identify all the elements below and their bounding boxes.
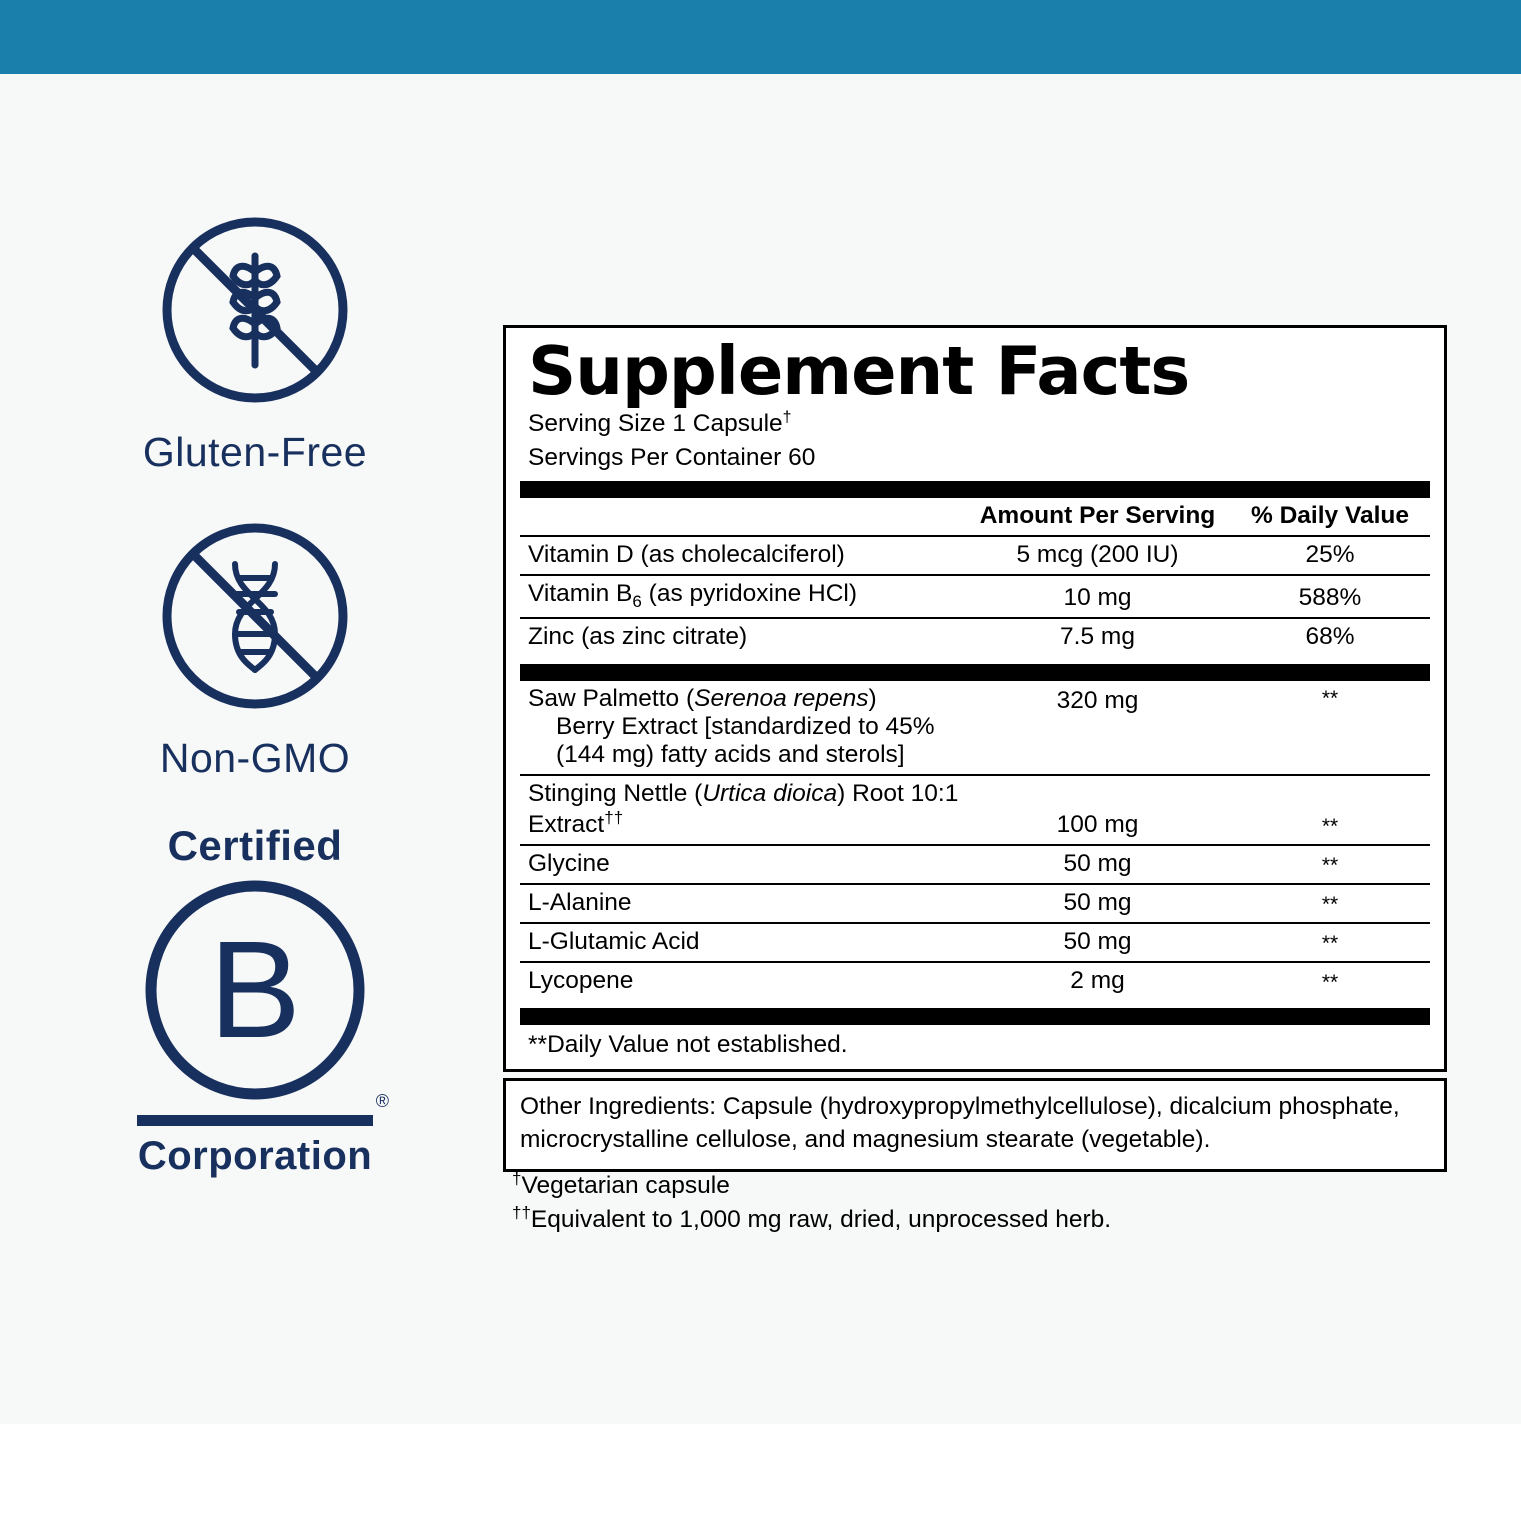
nutrient-name: Zinc (as zinc citrate) xyxy=(528,623,748,651)
supplement-facts-title: Supplement Facts xyxy=(528,332,1190,410)
table-row xyxy=(520,681,1430,775)
badge-label-non-gmo: Non-GMO xyxy=(159,735,351,781)
svg-text:B: B xyxy=(208,913,302,1067)
bottom-white-strip xyxy=(0,1424,1521,1521)
nutrient-name: Vitamin D (as cholecalciferol) xyxy=(520,536,965,575)
table-row xyxy=(520,962,1430,1000)
supplement-facts-blend-table xyxy=(520,681,1430,1000)
nutrient-daily-value: 68% xyxy=(1305,623,1355,651)
other-ingredients-box: Other Ingredients: Capsule (hydroxypropylmethylcellulose), dicalcium phosphate, microcrystalline cellulose, and magnesium stearate (vegetable). xyxy=(503,1078,1447,1172)
badge-b-corp xyxy=(95,822,415,1179)
ingredient-amount: 50 mg xyxy=(965,923,1230,962)
nutrient-amount: 10 mg xyxy=(965,575,1230,618)
footnote-marker: †† xyxy=(512,1203,531,1223)
ingredient-name: Glycine xyxy=(520,845,965,884)
table-row xyxy=(520,575,1430,618)
ingredient-daily-value: ** xyxy=(1321,971,1339,995)
ingredient-daily-value: ** xyxy=(1230,923,1430,962)
ingredient-name-post: ) xyxy=(868,685,877,713)
ingredient-amount: 50 mg xyxy=(965,845,1230,884)
footnote-marker: † xyxy=(512,1169,522,1188)
supplement-facts-panel xyxy=(503,325,1447,1072)
supplement-facts-table xyxy=(520,498,1430,656)
table-row xyxy=(520,536,1430,575)
header-amount-per-serving: Amount Per Serving xyxy=(965,498,1230,536)
nutrient-amount: 5 mcg (200 IU) xyxy=(965,536,1230,575)
nutrient-name-subscript: 6 xyxy=(632,592,642,612)
ingredient-name: L-Alanine xyxy=(520,884,965,923)
table-row xyxy=(520,775,1430,845)
header-bar-top xyxy=(520,481,1430,498)
header-daily-value: % Daily Value xyxy=(1230,498,1430,536)
registered-mark: ® xyxy=(375,1091,389,1111)
ingredient-amount: 2 mg xyxy=(1070,967,1125,995)
table-row xyxy=(520,884,1430,923)
ingredient-footnote-marker: †† xyxy=(604,808,624,828)
ingredient-daily-value: ** xyxy=(1230,681,1430,775)
ingredient-name xyxy=(520,681,965,775)
footnote-item xyxy=(512,1168,1472,1202)
ingredient-latin-name: Serenoa repens xyxy=(694,685,869,713)
nutrient-name xyxy=(520,575,965,618)
table-row xyxy=(520,845,1430,884)
footnote-text: Equivalent to 1,000 mg raw, dried, unprocessed herb. xyxy=(530,1206,1112,1234)
serving-size-dagger: † xyxy=(782,409,792,427)
badge-label-gluten-free: Gluten-Free xyxy=(142,429,368,475)
ingredient-amount: 100 mg xyxy=(965,775,1230,845)
dna-crossed-out-icon xyxy=(95,516,415,721)
b-corp-divider xyxy=(137,1115,373,1126)
footnotes xyxy=(512,1168,1472,1236)
badge-gluten-free xyxy=(95,210,415,476)
ingredient-amount: 50 mg xyxy=(965,884,1230,923)
ingredient-daily-value: ** xyxy=(1230,845,1430,884)
wheat-crossed-out-icon xyxy=(95,210,415,415)
ingredient-name-pre: Stinging Nettle ( xyxy=(528,780,703,808)
ingredient-latin-name: Urtica dioica xyxy=(702,780,838,808)
badge-non-gmo xyxy=(95,516,415,782)
section-divider-bar xyxy=(520,664,1430,681)
ingredient-daily-value: ** xyxy=(1230,884,1430,923)
nutrient-daily-value: 25% xyxy=(1230,536,1430,575)
footnote-item xyxy=(512,1202,1472,1236)
certification-badges xyxy=(95,210,415,1219)
table-row xyxy=(520,923,1430,962)
top-color-bar xyxy=(0,0,1521,74)
ingredient-name: Lycopene xyxy=(528,967,634,995)
b-corp-certified-label: Certified xyxy=(167,822,343,869)
daily-value-note: **Daily Value not established. xyxy=(528,1031,848,1059)
nutrient-name-pre: Vitamin B xyxy=(528,580,633,608)
nutrient-name-post: (as pyridoxine HCl) xyxy=(641,580,857,608)
ingredient-name-post: ) Root 10:1 Extract xyxy=(528,780,959,839)
header-blank xyxy=(520,498,965,536)
ingredient-amount: 320 mg xyxy=(965,681,1230,775)
serving-size-line xyxy=(520,408,1430,440)
b-corp-corporation-label: Corporation xyxy=(137,1134,373,1178)
table-row xyxy=(520,618,1430,656)
ingredient-name-pre: Saw Palmetto ( xyxy=(528,685,695,713)
ingredient-name xyxy=(520,775,965,845)
footer-bar xyxy=(520,1008,1430,1025)
nutrient-amount: 7.5 mg xyxy=(1060,623,1135,651)
serving-size-text: Serving Size 1 Capsule xyxy=(528,410,783,438)
ingredient-name: L-Glutamic Acid xyxy=(520,923,965,962)
b-corp-logo-icon xyxy=(95,874,415,1111)
ingredient-subtext: Berry Extract [standardized to 45% (144 mg) fatty acids and sterols] xyxy=(556,713,935,769)
servings-per-container: Servings Per Container 60 xyxy=(528,443,816,471)
ingredient-daily-value: ** xyxy=(1230,775,1430,845)
footnote-text: Vegetarian capsule xyxy=(521,1172,730,1200)
table-header-row xyxy=(520,498,1430,536)
nutrient-daily-value: 588% xyxy=(1230,575,1430,618)
